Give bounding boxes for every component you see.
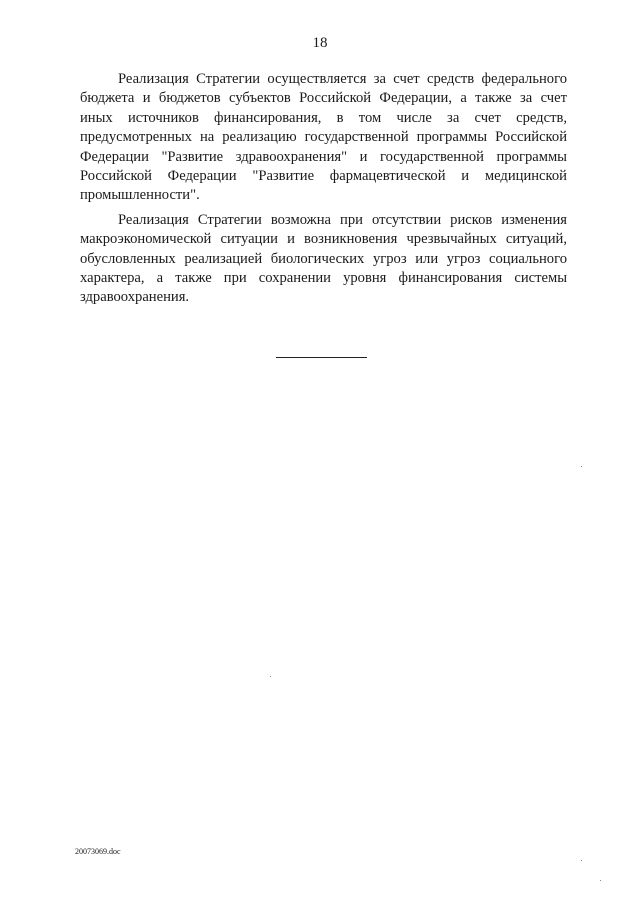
text-line: Реализация Стратегии осуществляется за счет средств федерального bbox=[118, 71, 567, 87]
text-line: здравоохранения. bbox=[80, 289, 190, 306]
footer-file-name: 20073069.doc bbox=[75, 847, 121, 856]
text-line: бюджета и бюджетов субъектов Российской Федерации, а также за счет bbox=[80, 90, 567, 107]
scan-speck bbox=[581, 466, 582, 467]
text-line: Российской Федерации "Развитие фармацевтической и медицинской bbox=[80, 168, 567, 185]
page-number: 18 bbox=[312, 35, 328, 51]
text-line: предусмотренных на реализацию государственной программы Российской bbox=[80, 129, 567, 146]
text-line: Реализация Стратегии возможна при отсутствии рисков изменения bbox=[118, 211, 567, 228]
text-line: иных источников финансирования, в том числе за счет средств, bbox=[80, 109, 567, 126]
text-line: обусловленных реализацией биологических угроз или угроз социального bbox=[80, 250, 567, 267]
scan-speck bbox=[270, 676, 271, 677]
paragraph-risks bbox=[80, 211, 567, 308]
text-line: характера, а также при сохранении уровня финансирования системы bbox=[80, 270, 567, 287]
text-line: макроэкономической ситуации и возникновения чрезвычайных ситуаций, bbox=[80, 231, 567, 248]
scan-speck bbox=[581, 860, 582, 861]
text-line: Федерации "Развитие здравоохранения" и государственной программы bbox=[80, 148, 567, 165]
document-body bbox=[80, 70, 567, 313]
scan-speck bbox=[600, 880, 601, 881]
end-separator-line bbox=[276, 357, 367, 358]
paragraph-funding bbox=[80, 70, 567, 206]
text-line: промышленности". bbox=[80, 187, 200, 204]
